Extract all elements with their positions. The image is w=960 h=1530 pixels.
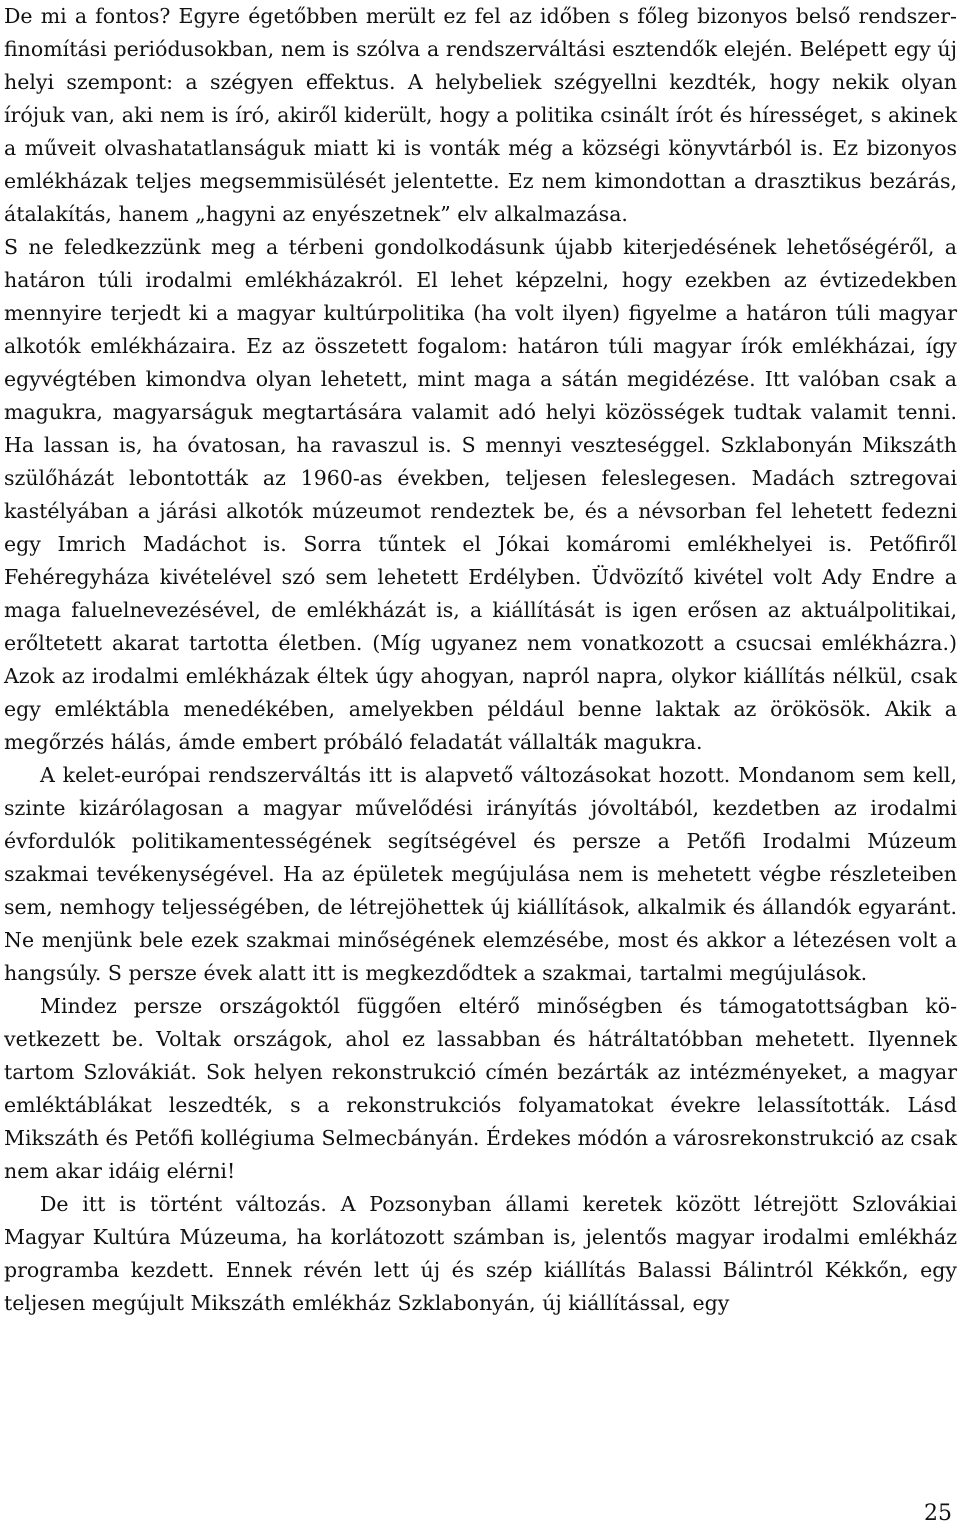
paragraph-4: Mindez persze országoktól függően eltérő minőségben és támogatottságban következett be. Voltak országok, ahol ez lassabban és hátráltatóbban mehetett. Ilyennek tartom Szlovákiát. Sok helyen rekonstrukció címén bezárták az intézményeket, a magyar emléktáblákat leszedték, s a rekonstrukciós folyamatokat évekre lelassították. Lásd Mikszáth és Petőfi kollégiuma Selmecbányán. Érdekes módón a városrekonstrukció az csak nem akar idáig elérni! <box>4 994 957 1183</box>
paragraph-5: De itt is történt változás. A Pozsonyban állami keretek között létrejött Szlovákiai Magyar Kultúra Múzeuma, ha korlátozott számban is, jelentős magyar irodalmi emlékház programba kezdett. Ennek révén lett új és szép kiállítás Balassi Bálintról Kékkőn, egy teljesen megújult Mikszáth emlékház Szklabonyán, új kiállítással, egy <box>4 1192 957 1315</box>
paragraph-2: S ne feledkezzünk meg a térbeni gondolkodásunk újabb kiterjedésének lehetőségéről, a határon túli irodalmi emlékházakról. El lehet képzelni, hogy ezekben az évtizedekben mennyire terjedt ki a magyar kultúrpolitika (ha volt ilyen) figyelme a határon túli magyar alkotók emlékházaira. Ez az összetett fogalom: határon túli magyar írók emlékházai, így egyvégtében kimondva olyan lehetett, mint maga a sátán megidézése. Itt valóban csak a magukra, magyarságuk megtartására valamit adó helyi közösségek tudtak valamit tenni. Ha lassan is, ha óvatosan, ha ravaszul is. S mennyi veszteséggel. Szklabonyán Mikszáth szülőházát lebontották az 1960-as években, teljesen feleslegesen. Madách sztregovai kastélyában a járási alkotók múzeumot rendeztek be, és a névsorban fel lehetett fedezni egy Imrich Madáchot is. Sorra tűntek el Jókai komáromi emlékhelyei is. Petőfiről Fehéregyháza kivételével szó sem lehetett Erdélyben. Üdvözítő kivétel volt Ady Endre a maga faluelnevezésével, de emlékházát is, a kiállítását is igen erősen az aktuálpolitikai, erőltеtett akarat tartotta életben. (Míg ugyanez nem vonatkozott a csucsai emlékházra.) Azok az irodalmi emlékházak éltek úgy ahogyan, napról napra, olykor kiállítás nélkül, csak egy emléktábla menedékében, amelyekben például benne laktak az örökösök. Akik a megőrzés hálás, ámde embert próbáló feladatát vállalták magukra. <box>4 235 957 754</box>
paragraph-3: A kelet-európai rendszerváltás itt is alapvető változásokat hozott. Mondanom sem kell, szinte kizárólagosan a magyar művelődési irányítás jóvoltából, kezdetben az irodalmi évfordulók politikamentességének segítségével és persze a Petőfi Irodalmi Múzeum szakmai tevékenységével. Ha az épületek megújulása nem is mehetett végbe részleteiben sem, nemhogy teljességében, de létrejöhettek új kiállítások, alkalmik és állandók egyaránt. Ne menjünk bele ezek szakmai minőségének elemzésébe, most és akkor a létezésen volt a hangsúly. S persze évek alatt itt is megkezdődtek a szakmai, tartalmi megújulások. <box>4 763 957 985</box>
paragraph-1: De mi a fontos? Egyre égetőbben merült ez fel az időben s főleg bizonyos belső rendszer-finomítási periódusokban, nem is szólva a rendszerváltási esztendők elején. Belépett egy új helyi szempont: a szégyen effektus. A helybeliek szégyellni kezdték, hogy nekik olyan írójuk van, aki nem is író, akiről kiderült, hogy a politika csinált írót és hírességet, s akinek a műveit olvashatatlanságuk miatt ki is vonták még a községi könyvtárból is. Ez bizonyos emlékházak teljes megsemmisülését jelentette. Ez nem kimondottan a drasztikus bezárás, átalakítás, hanem „hagyni az enyészetnek” elv alkalmazása. <box>4 4 957 226</box>
page-number: 25 <box>924 1501 952 1526</box>
document-page <box>4 0 957 1320</box>
